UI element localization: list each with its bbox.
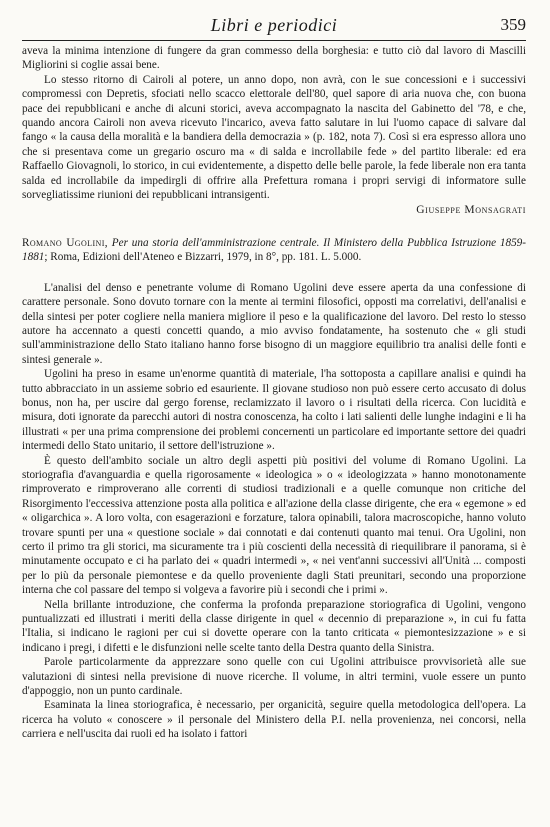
book-author: Romano Ugolini, — [22, 236, 108, 249]
review2-paragraph-6: Esaminata la linea storiografica, è necessario, per organicità, seguire quella metodologica dell'opera. La ricerca ha voluto « conoscere » il personale del Ministero della P.I. nella provenienza, nei concorsi, nella carriera e nell'uscita dai ruoli ed ha isolato i fattori — [22, 699, 526, 741]
book-reference — [22, 236, 526, 265]
page-number: 359 — [500, 15, 526, 34]
review2-paragraph-4: Nella brillante introduzione, che conferma la profonda preparazione storiografica di Ugolini, vengono puntualizzati ed illustrati i meriti della classe dirigente in quel « decennio di preparazione », in cui fu fatta l'Italia, si indicano le ragioni per cui si dovette operare con la tanto criticata « piemontesizzazione » e si indicano i pregi, i difetti e le disfunzioni nelle scelte tanto della Destra quanto della Sinistra. — [22, 598, 526, 654]
running-title: Libri e periodici — [210, 15, 338, 35]
running-header — [22, 12, 526, 41]
review2-paragraph-3: È questo dell'ambito sociale un altro degli aspetti più positivi del volume di Romano Ugolini. La storiografia d'avanguardia e quella rigorosamente « ideologica » o « ideologizzata » hanno monotonamente rimproverato e rimproverano alle correnti di studiosi tradizionali e a quelle comunque non critiche del Risorgimento l'eccessiva attenzione posta alla politica e all'azione della classe dirigente, che era « egemone » ed « oligarchica ». A loro volta, con esagerazioni e forzature, talora opinabili, talora macroscopiche, hanno voluto trovare spunti per una « questione sociale » dai connotati e dai contenuti quanto mai tenui. Ora Ugolini, non certo il primo tra gli storici, ma sicuramente tra i più coscienti della necessità di riequilibrare il panorama, si è minutamente occupato e ci ha parlato dei « quadri intermedi », « nei vent'anni successivi all'Unità ... composti per lo più da personale piemontese e da quello proveniente dagli Stati preunitari, secondo una proporzione interna che col passare del tempo si volgeva a favorire più i secondi che i primi ». — [22, 454, 526, 597]
book-title: Per una storia dell'amministrazione centrale. Il Ministero della Pubblica Istruzione 1859-1881 — [22, 236, 526, 264]
review1-paragraph-1: aveva la minima intenzione di fungere da gran commesso della borghesia: e tutto ciò dal lavoro di Mascilli Migliorini si coglie assai bene. — [22, 45, 526, 72]
review1-paragraph-2: Lo stesso ritorno di Cairoli al potere, un anno dopo, non avrà, con le sue concessioni e i successivi compromessi con Depretis, sfociati nello scacco elettorale dell'80, quel sapore di aria nuova che, con buona pace dei repubblicani e anche di alcuni storici, aveva accompagnato la nascita del Gabinetto del '78, e che, quando ancora Cairoli non aveva ricevuto l'incarico, aveva fatto salutare in lui l'uomo capace di salvare dal fango « la causa della moralità e la bandiera della democrazia » (p. 182, nota 7). Così si era espresso allora uno che si presentava come un gregario oscuro ma « di salda e incrollabile fede » del partito liberale: ed era Raffaello Giovagnoli, lo storico, in cui evidentemente, a dispetto delle belle parole, la fede liberale non era tanta salda ed incrollabile da impedirgli di offrire alla Prefettura romana i propri servigi di informatore sulle sorvegliatissime riunioni dei repubblicani intransigenti. — [22, 73, 526, 202]
review2-paragraph-1: L'analisi del denso e penetrante volume di Romano Ugolini deve essere aperta da una confessione di carattere personale. Sono dovuto tornare con la mente ai termini filosofici, opposti ma correlativi, dell'analisi e della sintesi per poter cogliere nella maniera migliore il peso e la qualificazione del lavoro. Del resto lo stesso autore ha accennato a questi concetti quando, a mio avviso fondatamente, ha sostenuto che « gli studi sull'amministrazione dello Stato italiano hanno forse bisogno di un maggiore equilibrio tra analisi delle fonti e sintesi generale ». — [22, 281, 526, 366]
reviewer-signature: Giuseppe Monsagrati — [416, 204, 526, 217]
page-body — [22, 44, 526, 742]
review2-paragraph-2: Ugolini ha preso in esame un'enorme quantità di materiale, l'ha sottoposta a capillare analisi e quindi ha tutto abbracciato in un assieme sobrio ed esauriente. Il giovane studioso non può essere certo accusato di dolus bonus, non ha, per uscire dal gergo forense, reclamizzato il lavoro o i risultati della ricerca. Con lucidità e misura, doti ignorate da parecchi autori di nostra conoscenza, ha colto i lati salienti delle lunghe indagini e li ha illustrati « per una prima comprensione dei problemi concernenti un particolare ed importante settore dei quadri intermedi dello Stato unitario, il settore dell'istruzione ». — [22, 368, 526, 453]
review2-paragraph-5: Parole particolarmente da apprezzare sono quelle con cui Ugolini attribuisce provvisorietà alle sue valutazioni di sintesi nella previsione di nuove ricerche. Il volume, in altri termini, vuole essere un punto d'appoggio, non un punto cardinale. — [22, 656, 526, 698]
book-publication-info: ; Roma, Edizioni dell'Ateneo e Bizzarri, 1979, in 8°, pp. 181. L. 5.000. — [44, 251, 362, 264]
